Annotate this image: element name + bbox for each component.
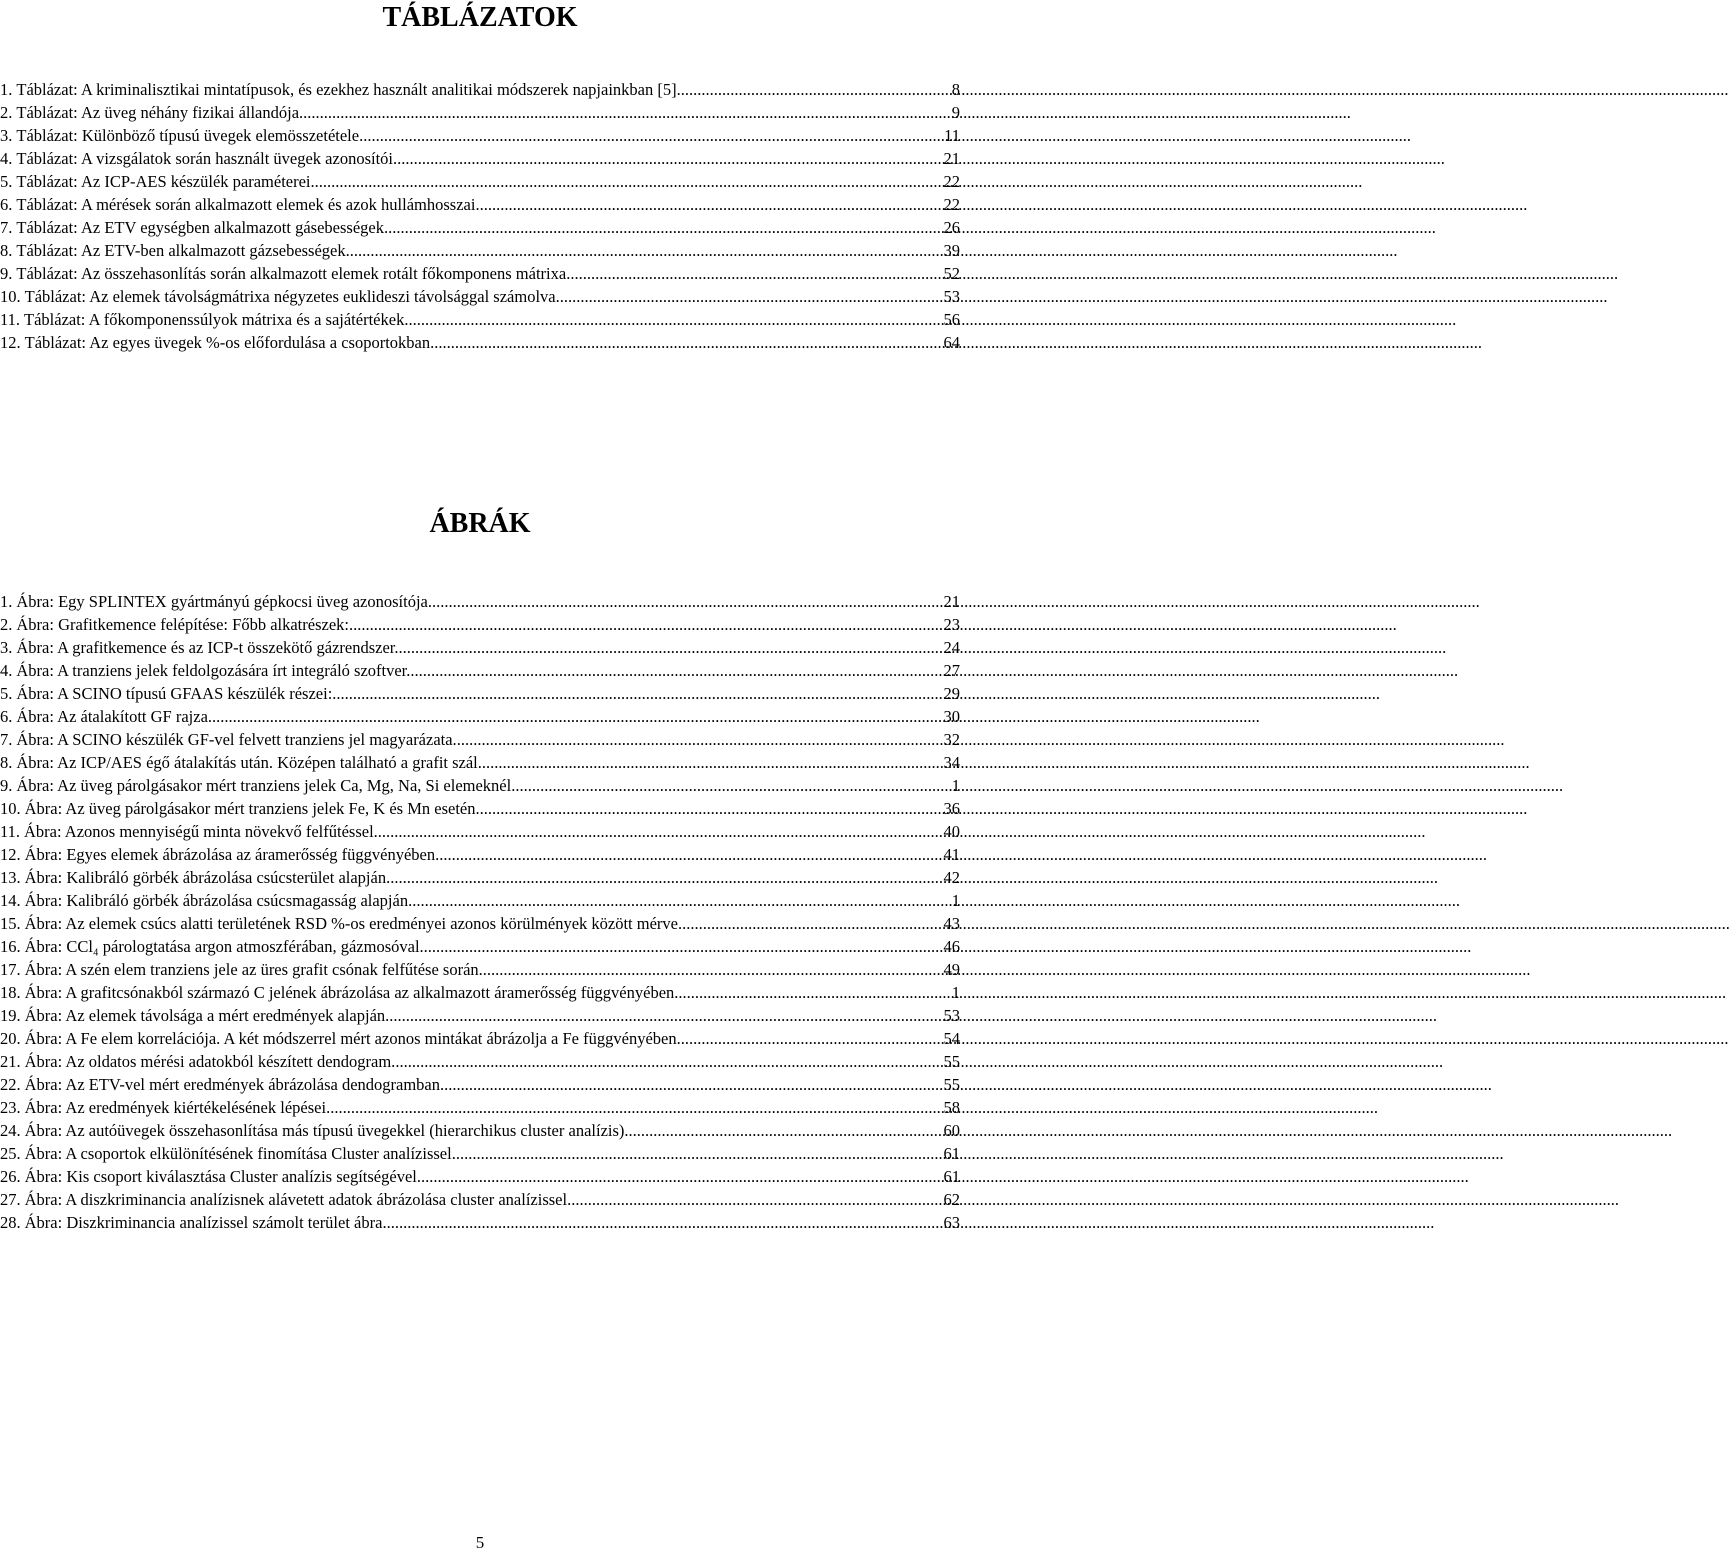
entry-number: 19. [0, 1006, 21, 1025]
entry-page-number: 1 [951, 983, 960, 1002]
entry-page-number: 58 [943, 1098, 960, 1117]
dot-leader [395, 1050, 939, 1073]
figure-list-item[interactable] [0, 1119, 960, 1142]
entry-title: Táblázat: Az ETV-ben alkalmazott gázsebességek. [16, 241, 350, 260]
entry-page-number: 30 [943, 707, 960, 726]
entry-title: Ábra: Az ETV-vel mért eredmények ábrázolása dendogramban. [24, 1075, 445, 1094]
entry-title: Ábra: Kalibráló görbék ábrázolása csúcsmagasság alapján. [24, 891, 413, 910]
figure-list-item[interactable] [0, 636, 960, 659]
entry-page-number: 55 [943, 1052, 960, 1071]
entry-number: 4. [0, 149, 13, 168]
entry-title: Ábra: Egy SPLINTEX gyártmányú gépkocsi üveg azonosítója. [16, 592, 432, 611]
figure-list-item[interactable] [0, 1142, 960, 1165]
table-list-item[interactable] [0, 147, 960, 170]
entry-number: 6. [0, 707, 13, 726]
dot-leader [681, 78, 948, 101]
figures-heading: ÁBRÁK [429, 508, 531, 539]
figure-list-item[interactable] [0, 613, 960, 636]
entry-title: Táblázat: Az egyes üvegek %-os előfordulása a csoportokban. [24, 333, 435, 352]
entry-title: Táblázat: Az ETV egységben alkalmazott gásebességek. [16, 218, 389, 237]
entry-page-number: 36 [943, 799, 960, 818]
entry-number: 24. [0, 1121, 21, 1140]
dot-leader [515, 774, 947, 797]
entry-number: 26. [0, 1167, 21, 1186]
entry-page-number: 54 [943, 1029, 960, 1048]
entry-title: Ábra: A SCINO típusú GFAAS készülék részei: [16, 684, 333, 703]
entry-title: Ábra: Kis csoport kiválasztása Cluster analízis segítségével. [24, 1167, 421, 1186]
dot-leader [303, 101, 948, 124]
entry-title: Ábra: Az átalakított GF rajza. [16, 707, 213, 726]
figure-list-item[interactable] [0, 889, 960, 912]
dot-leader [482, 751, 940, 774]
table-list-item[interactable] [0, 308, 960, 331]
entry-number: 9. [0, 776, 13, 795]
figure-list-item[interactable] [0, 1004, 960, 1027]
entry-number: 4. [0, 661, 13, 680]
dot-leader [397, 147, 939, 170]
entry-page-number: 61 [943, 1167, 960, 1186]
entry-page-number: 61 [943, 1144, 960, 1163]
entry-page-number: 62 [943, 1190, 960, 1209]
entry-number: 7. [0, 218, 13, 237]
dot-leader [457, 728, 940, 751]
entry-title: Ábra: Az elemek távolsága a mért eredmények alapján. [24, 1006, 390, 1025]
table-list-item[interactable] [0, 193, 960, 216]
figure-list-item[interactable] [0, 1027, 960, 1050]
dot-leader [483, 958, 940, 981]
entry-page-number: 55 [943, 1075, 960, 1094]
entry-page-number: 11 [944, 126, 960, 145]
entry-title: Ábra: Az üveg párolgásakor mért tranziens jelek Fe, K és Mn esetén. [24, 799, 480, 818]
figure-list-item[interactable] [0, 1050, 960, 1073]
entry-number: 14. [0, 891, 21, 910]
figure-list-item[interactable] [0, 981, 960, 1004]
table-list-item[interactable] [0, 239, 960, 262]
dot-leader [421, 1165, 940, 1188]
entry-title: Ábra: A Fe elem korrelációja. A két módszerrel mért azonos mintákat ábrázolja a Fe függvényében. [24, 1029, 681, 1048]
dot-leader [480, 193, 940, 216]
entry-title: Ábra: A SCINO készülék GF-vel felvett tranziens jel magyarázata. [16, 730, 457, 749]
entry-number: 18. [0, 983, 21, 1002]
entry-page-number: 32 [943, 730, 960, 749]
dot-leader [387, 1211, 940, 1234]
dot-leader [571, 1188, 939, 1211]
entry-title: Ábra: Diszkriminancia analízissel számolt terület ábra. [24, 1213, 387, 1232]
entry-number: 3. [0, 126, 13, 145]
entry-page-number: 24 [943, 638, 960, 657]
dot-leader [560, 285, 940, 308]
figure-list-item[interactable] [0, 682, 960, 705]
entry-page-number: 52 [943, 264, 960, 283]
entry-number: 7. [0, 730, 13, 749]
table-list-item[interactable] [0, 285, 960, 308]
entry-page-number: 21 [943, 149, 960, 168]
entry-number: 8. [0, 753, 13, 772]
entry-title: Táblázat: A főkomponenssúlyok mátrixa és a sajátértékek. [24, 310, 409, 329]
entry-number: 12. [0, 333, 21, 352]
entry-title: Ábra: Grafitkemence felépítése: Főbb alkatrészek: [16, 615, 349, 634]
entry-title: Táblázat: Az ICP-AES készülék paraméterei. [16, 172, 315, 191]
dot-leader [330, 1096, 939, 1119]
figure-list-item[interactable] [0, 774, 960, 797]
dot-leader [439, 843, 939, 866]
figure-list-item[interactable] [0, 1188, 960, 1211]
dot-leader [315, 170, 940, 193]
figure-list-item[interactable] [0, 659, 960, 682]
entry-number: 25. [0, 1144, 21, 1163]
entry-number: 13. [0, 868, 21, 887]
entry-title: Ábra: A grafitcsónakból származó C jelének ábrázolása az alkalmazott áramerősség függvényében. [24, 983, 679, 1002]
entry-page-number: 64 [943, 333, 960, 352]
entry-number: 16. [0, 937, 21, 956]
entry-title: Ábra: Az autóüvegek összehasonlítása más típusú üvegekkel (hierarchikus cluster analízis) [24, 1121, 625, 1140]
figure-list-item[interactable] [0, 797, 960, 820]
entry-number: 21. [0, 1052, 21, 1071]
entry-title: Ábra: Kalibráló görbék ábrázolása csúcsterület alapján. [24, 868, 391, 887]
figure-list-item[interactable] [0, 843, 960, 866]
entry-page-number: 1 [951, 776, 960, 795]
entry-number: 20. [0, 1029, 21, 1048]
dot-leader [432, 590, 940, 613]
entry-page-number: 41 [943, 845, 960, 864]
entry-title: Ábra: Az oldatos mérési adatokból készített dendogram. [24, 1052, 396, 1071]
entry-title: Ábra: A diszkriminancia analízisnek alávetett adatok ábrázolása cluster analízissel. [24, 1190, 572, 1209]
entry-page-number: 21 [943, 592, 960, 611]
page-number: 5 [475, 1533, 485, 1552]
dot-leader [624, 1119, 939, 1142]
entry-page-number: 34 [943, 753, 960, 772]
entry-number: 22. [0, 1075, 21, 1094]
figure-list-item[interactable] [0, 958, 960, 981]
entry-number: 28. [0, 1213, 21, 1232]
dot-leader [434, 331, 939, 354]
figure-list-item[interactable] [0, 728, 960, 751]
figure-list-item[interactable] [0, 820, 960, 843]
figure-list-item[interactable] [0, 1096, 960, 1119]
table-list-item[interactable] [0, 101, 960, 124]
dot-leader [681, 1027, 940, 1050]
entry-page-number: 53 [943, 287, 960, 306]
dot-leader [412, 889, 948, 912]
entry-page-number: 8 [951, 80, 960, 99]
entry-number: 12. [0, 845, 21, 864]
entry-title: Táblázat: A vizsgálatok során használt üvegek azonosítói. [16, 149, 398, 168]
entry-page-number: 63 [943, 1213, 960, 1232]
entry-page-number: 26 [943, 218, 960, 237]
entry-title: Ábra: Az üveg párolgásakor mért tranziens jelek Ca, Mg, Na, Si elemeknél. [16, 776, 516, 795]
dot-leader [678, 981, 947, 1004]
dot-leader [410, 659, 939, 682]
dot-leader [389, 1004, 939, 1027]
entry-title: Ábra: A tranziens jelek feldolgozására írt integráló szoftver. [16, 661, 411, 680]
dot-leader [424, 935, 940, 958]
entry-title: Ábra: CCl₄ párologtatása argon atmoszférában, gázmosóval. [24, 937, 424, 956]
entry-page-number: 39 [943, 241, 960, 260]
tables-list [0, 78, 960, 354]
entry-number: 1. [0, 80, 13, 99]
entry-title: Ábra: A grafitkemence és az ICP-t összekötő gázrendszer. [16, 638, 399, 657]
entry-number: 23. [0, 1098, 21, 1117]
entry-title: Táblázat: Az összehasonlítás során alkalmazott elemek rotált főkomponens mátrixa. [16, 264, 571, 283]
table-list-item[interactable] [0, 216, 960, 239]
entry-number: 17. [0, 960, 21, 979]
entry-page-number: 53 [943, 1006, 960, 1025]
entry-number: 6. [0, 195, 13, 214]
dot-leader [456, 1142, 940, 1165]
entry-page-number: 23 [943, 615, 960, 634]
dot-leader [363, 124, 940, 147]
dot-leader [212, 705, 939, 728]
entry-page-number: 56 [943, 310, 960, 329]
entry-title: Ábra: A csoportok elkülönítésének finomítása Cluster analízissel. [24, 1144, 456, 1163]
figure-list-item[interactable] [0, 1211, 960, 1234]
figure-list-item[interactable] [0, 866, 960, 889]
entry-title: Ábra: Az elemek csúcs alatti területének RSD %-os eredményei azonos körülmények között mérve. [24, 914, 683, 933]
entry-page-number: 22 [943, 195, 960, 214]
entry-number: 5. [0, 172, 13, 191]
dot-leader [570, 262, 939, 285]
figure-list-item[interactable] [0, 590, 960, 613]
figure-list-item[interactable] [0, 912, 960, 935]
table-list-item[interactable] [0, 331, 960, 354]
figure-list-item[interactable] [0, 935, 960, 958]
table-list-item[interactable] [0, 262, 960, 285]
dot-leader [350, 239, 940, 262]
entry-title: Táblázat: Az elemek távolságmátrixa négyzetes euklideszi távolsággal számolva. [24, 287, 560, 306]
entry-title: Táblázat: A kriminalisztikai mintatípusok, és ezekhez használt analitikai módszerek napjainkban [5]. [16, 80, 681, 99]
entry-title: Táblázat: A mérések során alkalmazott elemek és azok hullámhosszai. [16, 195, 480, 214]
entry-title: Táblázat: Az üveg néhány fizikai állandója. [16, 103, 304, 122]
dot-leader [480, 797, 940, 820]
table-list-item[interactable] [0, 78, 960, 101]
dot-leader [390, 866, 939, 889]
entry-page-number: 9 [951, 103, 960, 122]
entry-title: Ábra: Az ICP/AES égő átalakítás után. Középen található a grafit szál. [16, 753, 482, 772]
entry-page-number: 43 [943, 914, 960, 933]
dot-leader [408, 308, 939, 331]
dot-leader [444, 1073, 939, 1096]
entry-page-number: 1 [951, 891, 960, 910]
entry-number: 11. [0, 310, 21, 329]
entry-number: 8. [0, 241, 13, 260]
table-list-item[interactable] [0, 124, 960, 147]
entry-number: 2. [0, 615, 13, 634]
entry-number: 2. [0, 103, 13, 122]
dot-leader [378, 820, 940, 843]
entry-page-number: 49 [943, 960, 960, 979]
dot-leader [682, 912, 939, 935]
figure-list-item[interactable] [0, 1073, 960, 1096]
entry-page-number: 29 [943, 684, 960, 703]
dot-leader [399, 636, 940, 659]
entry-title: Ábra: A szén elem tranziens jele az üres grafit csónak felfűtése során. [24, 960, 483, 979]
figure-list-item[interactable] [0, 751, 960, 774]
table-list-item[interactable] [0, 170, 960, 193]
entry-title: Ábra: Egyes elemek ábrázolása az áramerősség függvényében. [24, 845, 440, 864]
entry-number: 11. [0, 822, 21, 841]
entry-number: 9. [0, 264, 13, 283]
entry-title: Táblázat: Különböző típusú üvegek elemösszetétele. [16, 126, 364, 145]
tables-heading: TÁBLÁZATOK [382, 2, 578, 33]
entry-number: 5. [0, 684, 13, 703]
entry-number: 1. [0, 592, 13, 611]
entry-page-number: 27 [943, 661, 960, 680]
figures-list [0, 590, 960, 1234]
entry-number: 15. [0, 914, 21, 933]
entry-page-number: 42 [943, 868, 960, 887]
entry-number: 10. [0, 799, 21, 818]
entry-number: 3. [0, 638, 13, 657]
entry-page-number: 46 [943, 937, 960, 956]
entry-number: 27. [0, 1190, 21, 1209]
dot-leader [332, 682, 939, 705]
entry-title: Ábra: Az eredmények kiértékelésének lépései. [24, 1098, 331, 1117]
dot-leader [349, 613, 940, 636]
dot-leader [388, 216, 939, 239]
entry-page-number: 40 [943, 822, 960, 841]
figure-list-item[interactable] [0, 705, 960, 728]
figure-list-item[interactable] [0, 1165, 960, 1188]
entry-page-number: 60 [943, 1121, 960, 1140]
entry-title: Ábra: Azonos mennyiségű minta növekvő felfűtéssel. [24, 822, 378, 841]
entry-page-number: 22 [943, 172, 960, 191]
entry-number: 10. [0, 287, 21, 306]
